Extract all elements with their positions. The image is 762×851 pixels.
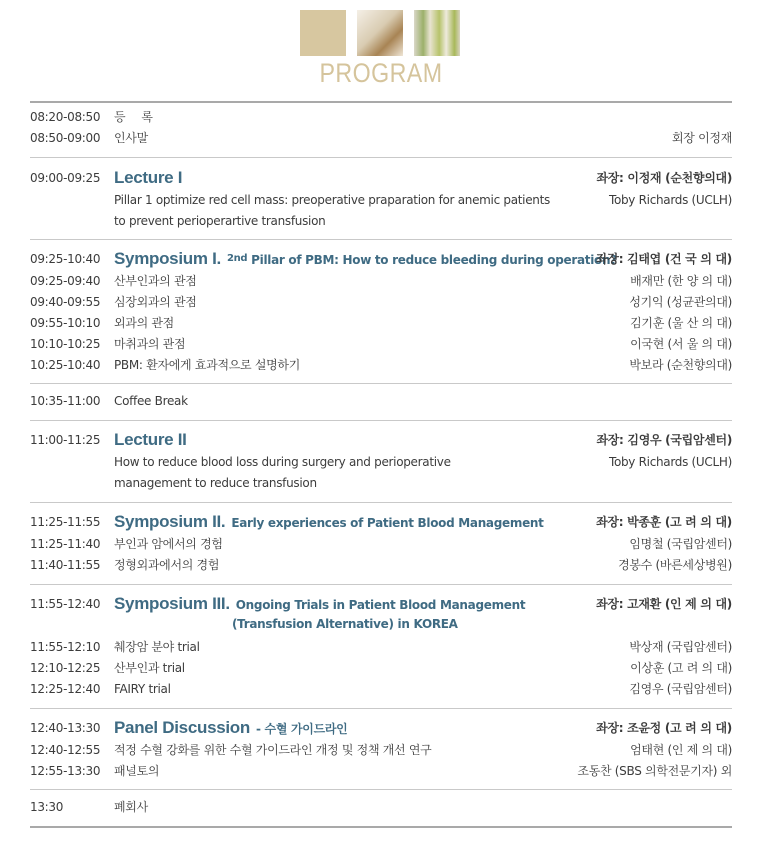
row-time: 08:50-09:00	[30, 131, 101, 145]
session-subtitle	[227, 253, 617, 267]
row-title: 등 록	[114, 110, 159, 124]
lecture-detail	[30, 190, 732, 232]
session-name: Lecture I	[114, 168, 183, 187]
row-time: 11:25-11:55	[30, 515, 101, 529]
session-subtitle-continued: (Transfusion Alternative) in KOREA	[232, 617, 458, 631]
session-subtitle-line	[30, 614, 732, 635]
row-time: 13:30	[30, 800, 64, 814]
session-name: Symposium II.	[114, 512, 226, 531]
row-title: 외과의 관점	[114, 316, 174, 330]
schedule-row	[30, 292, 732, 313]
row-title: 산부인과 trial	[114, 661, 185, 675]
schedule-row	[30, 555, 732, 576]
section-divider	[30, 708, 732, 709]
session-chair: 좌장: 고재환 (인 제 의 대)	[596, 597, 732, 611]
row-speaker: 엄태현 (인 제 의 대)	[630, 743, 732, 757]
row-time: 12:55-13:30	[30, 764, 101, 778]
session-chair: 좌장: 박종훈 (고 려 의 대)	[596, 515, 732, 529]
row-time: 09:25-10:40	[30, 252, 101, 266]
row-speaker: 배재만 (한 양 의 대)	[630, 274, 732, 288]
lecture-detail	[30, 452, 732, 494]
header-image-strip	[300, 10, 471, 56]
session-header-lecture-1	[30, 166, 732, 190]
session-title-group	[114, 510, 544, 535]
session-chair: 좌장: 김영우 (국립암센터)	[596, 433, 732, 447]
schedule-row	[30, 107, 732, 128]
session-header-symposium-2	[30, 510, 732, 534]
section-divider	[30, 157, 732, 158]
row-time: 08:20-08:50	[30, 110, 101, 124]
row-time: 09:40-09:55	[30, 295, 101, 309]
schedule-row	[30, 740, 732, 761]
row-title: 마취과의 관점	[114, 337, 186, 351]
row-speaker: 경봉수 (바른세상병원)	[618, 558, 732, 572]
row-speaker: 김기훈 (울 산 의 대)	[630, 316, 732, 330]
row-speaker: Toby Richards (UCLH)	[608, 455, 732, 469]
row-speaker: 박보라 (순천향의대)	[629, 358, 732, 372]
section-divider	[30, 420, 732, 421]
row-title: FAIRY trial	[114, 682, 171, 696]
row-time: 11:25-11:40	[30, 537, 101, 551]
session-chair: 좌장: 조윤정 (고 려 의 대)	[596, 721, 732, 735]
session-name: Symposium III.	[114, 594, 230, 613]
schedule-row	[30, 658, 732, 679]
row-title: 췌장암 분야 trial	[114, 640, 200, 654]
schedule-row	[30, 334, 732, 355]
session-chair: 좌장: 이정재 (순천향의대)	[596, 171, 732, 185]
session-name: Symposium I.	[114, 249, 221, 268]
row-time: 11:55-12:40	[30, 597, 101, 611]
schedule-row	[30, 534, 732, 555]
row-title: 폐회사	[114, 800, 148, 814]
schedule-row	[30, 128, 732, 149]
section-divider	[30, 789, 732, 790]
row-title: 적정 수혈 강화를 위한 수혈 가이드라인 개정 및 정책 개선 연구	[114, 743, 432, 757]
row-speaker: 조동찬 (SBS 의학전문기자) 외	[577, 764, 732, 778]
session-header-lecture-2	[30, 428, 732, 452]
session-subtitle: Ongoing Trials in Patient Blood Management	[235, 598, 526, 612]
schedule-row	[30, 797, 732, 818]
row-title: 심장외과의 관점	[114, 295, 197, 309]
row-time: 09:00-09:25	[30, 171, 101, 185]
row-speaker: 성기익 (성균관의대)	[629, 295, 732, 309]
row-title: 정형외과에서의 경험	[114, 558, 220, 572]
row-title: 산부인과의 관점	[114, 274, 197, 288]
session-title-group	[114, 716, 347, 741]
session-name: Lecture II	[114, 430, 187, 449]
row-speaker: 박상재 (국립암센터)	[629, 640, 732, 654]
row-speaker: Toby Richards (UCLH)	[608, 193, 732, 207]
program-header	[0, 0, 762, 100]
subtitle-text: Pillar of PBM: How to reduce bleeding during operation?	[251, 253, 617, 267]
row-time: 12:25-12:40	[30, 682, 101, 696]
row-title: 인사말	[114, 131, 148, 145]
row-title: Coffee Break	[114, 394, 188, 408]
row-time: 10:10-10:25	[30, 337, 101, 351]
schedule-row	[30, 637, 732, 658]
session-title-group	[114, 247, 617, 272]
row-time: 11:00-11:25	[30, 433, 101, 447]
header-image-beige	[300, 10, 346, 56]
schedule-row	[30, 679, 732, 700]
session-header-symposium-3	[30, 592, 732, 616]
page-title: PROGRAM	[319, 58, 443, 88]
schedule-row	[30, 271, 732, 292]
session-subtitle: Early experiences of Patient Blood Management	[231, 516, 544, 530]
row-speaker: 김영우 (국립암센터)	[629, 682, 732, 696]
session-header-symposium-1	[30, 247, 732, 271]
row-time: 11:55-12:10	[30, 640, 101, 654]
section-divider	[30, 502, 732, 503]
row-speaker: 이국현 (서 울 의 대)	[630, 337, 732, 351]
row-time: 12:10-12:25	[30, 661, 101, 675]
section-divider	[30, 239, 732, 240]
lecture-description: How to reduce blood loss during surgery and perioperative management to reduce transfusion	[114, 455, 451, 490]
schedule-row	[30, 355, 732, 376]
session-header-panel	[30, 716, 732, 740]
lecture-description: Pillar 1 optimize red cell mass: preoperative praparation for anemic patients to prevent perioperartive transfusion	[114, 193, 550, 228]
ordinal-suffix: 2nd	[226, 253, 248, 264]
row-time: 11:40-11:55	[30, 558, 101, 572]
row-title: PBM: 환자에게 효과적으로 설명하기	[114, 358, 301, 372]
row-time: 09:55-10:10	[30, 316, 101, 330]
row-time: 10:25-10:40	[30, 358, 101, 372]
header-image-tubes	[414, 10, 460, 56]
row-time: 10:35-11:00	[30, 394, 101, 408]
row-title: 부인과 암에서의 경험	[114, 537, 223, 551]
section-divider	[30, 383, 732, 384]
schedule-row	[30, 391, 732, 412]
row-speaker: 회장 이정재	[672, 131, 732, 145]
schedule-row	[30, 761, 732, 782]
top-divider	[30, 101, 732, 103]
bottom-divider	[30, 826, 732, 828]
row-title: 패널토의	[114, 764, 160, 778]
row-speaker: 임명철 (국립암센터)	[629, 537, 732, 551]
session-chair: 좌장: 김태엽 (건 국 의 대)	[596, 252, 732, 266]
session-name: Panel Discussion	[114, 718, 250, 737]
row-time: 12:40-13:30	[30, 721, 101, 735]
row-time: 09:25-09:40	[30, 274, 101, 288]
session-subtitle: - 수혈 가이드라인	[255, 722, 348, 736]
header-image-lab	[357, 10, 403, 56]
row-time: 12:40-12:55	[30, 743, 101, 757]
schedule-row	[30, 313, 732, 334]
section-divider	[30, 584, 732, 585]
row-speaker: 이상훈 (고 려 의 대)	[630, 661, 732, 675]
